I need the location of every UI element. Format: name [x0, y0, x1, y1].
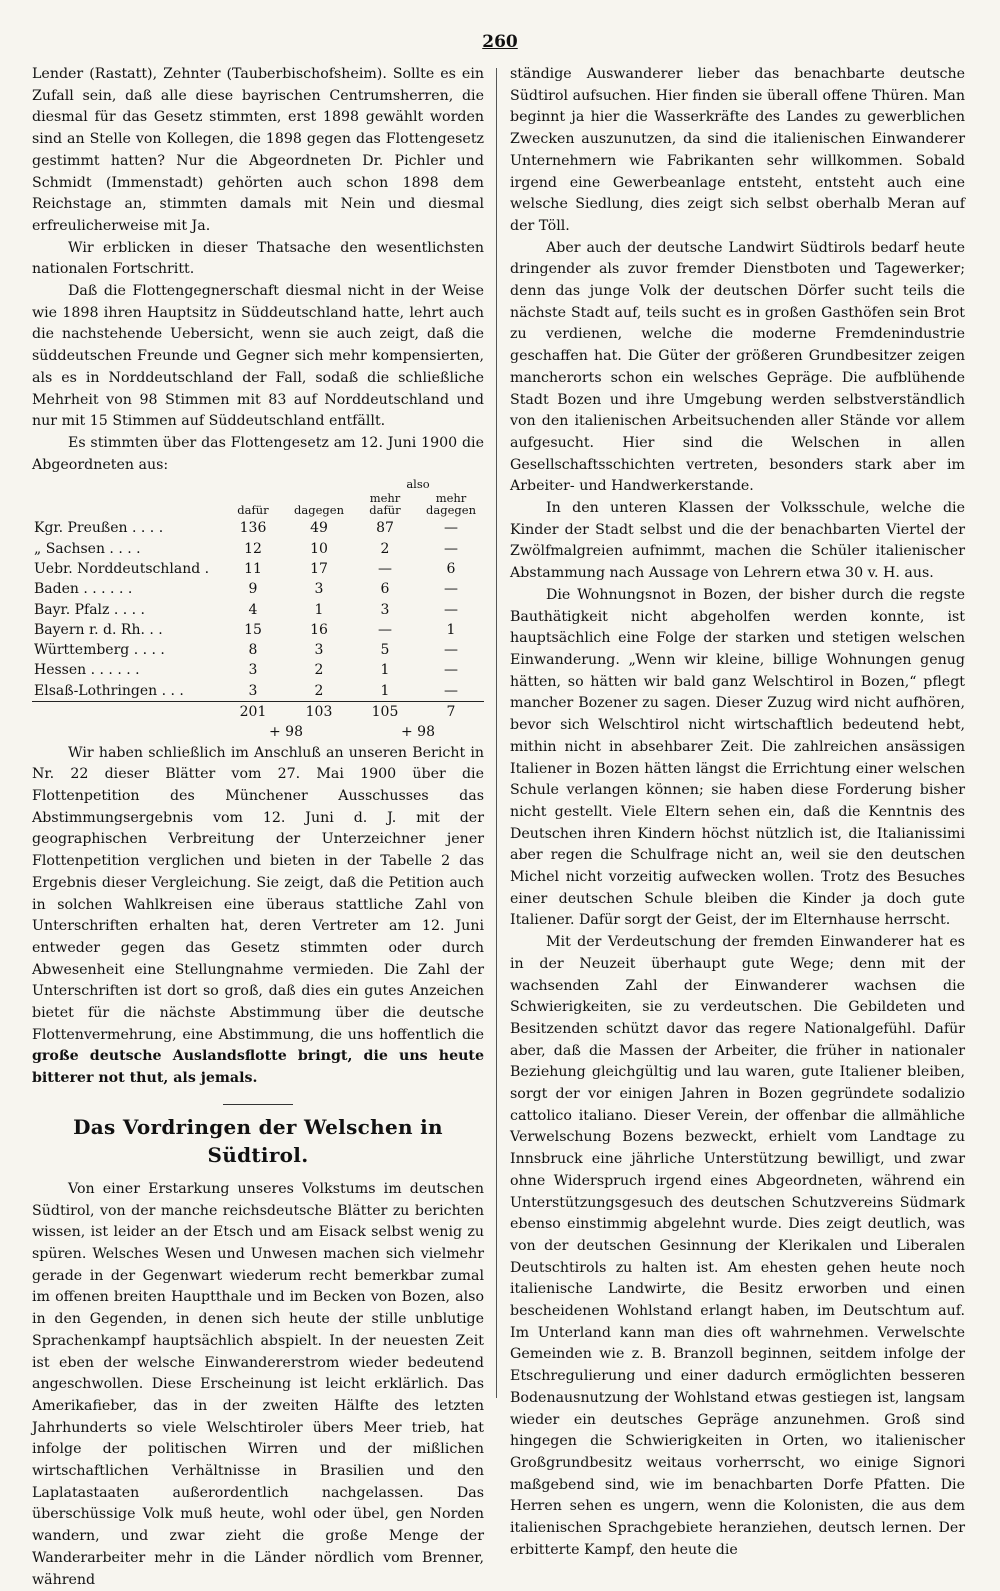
cell-dagegen: 2: [314, 682, 324, 699]
cell-dafuer: 8: [248, 642, 258, 659]
page-number: 260: [482, 32, 518, 52]
cell-mehr-dafuer: 87: [376, 520, 394, 537]
section-heading: Das Vordringen der Welschen in Südtirol.: [73, 1114, 443, 1167]
comparison-text: Wir haben schließlich im Anschluß an unseren Bericht in Nr. 22 dieser Blätter vom 27. Mai 1900 über die Flottenpetition des Münchener Ausschusses das Abstimmungsergebnis vom 12. Juni d. J. mit der geographischen Verbreitung der Unterzeichner jener Flottenpetition verglichen und bieten in der Tabelle 2 das Ergebnis dieser Vergleichung. Sie zeigt, daß die Petition auch in solchen Wahlkreisen eine überaus stattliche Zahl von Unterschriften erhalten hat, deren Vertreter am 12. Juni entweder gegen das Gesetz stimmten oder durch Abwesenheit eine Stellungnahme vermieden. Die Zahl der Unterschriften ist dort so groß, daß dies ein gutes Anzeichen bietet für die nächste Abstimmung über die deutsche Flottenvermehrung, eine Abstimmung, die uns hoffentlich die: [32, 744, 484, 1043]
cell-dagegen: 49: [310, 520, 328, 537]
section-rule: [223, 1104, 293, 1105]
cell-mehr-dagegen: —: [444, 642, 458, 659]
comparison-paragraph: [32, 743, 484, 1090]
right-paragraph: Mit der Verdeutschung der fremden Einwanderer hat es in der Neuzeit überhaupt gute Wege; denn mit der wachsenden Zahl der Einwanderer wachsen die Schwierigkeiten, sie zu verdeutschen. Die Gebildeten und Besitzenden schützt davor das regere Nationalgefühl. Dafür aber, daß die Massen der Arbeiter, die früher in nationaler Beziehung gleichgültig und lau waren, gute Italiener bleiben, sorgt der vor einigen Jahren in Bozen gegründete sodalizio cattolico italiano. Dieser Verein, der offenbar die allmähliche Verwelschung Bozens bezweckt, erhielt vom Landtage zu Innsbruck eine jährliche Unterstützung bewilligt, und zwar ohne Widerspruch irgend eines Abgeordneten, während ein Unterstützungsgesuch des deutschen Schutzvereins Südmark ebenso einstimmig abgelehnt wurde. Dies zeigt deutlich, was von der deutschen Gesinnung der Klerikalen und Liberalen Deutschtirols zu halten ist. Am ehesten gehen heute noch italienische Landwirte, die Besitz erworben und einen bescheidenen Wohlstand erlangt haben, im Deutschtum auf. Im Unterland kann man dies oft wahrnehmen. Verwelschte Gemeinden wie z. B. Branzoll beginnen, seitdem infolge der Etschregulierung und einer dadurch ermöglichten besseren Bodenausnutzung der Wohlstand etwas gestiegen ist, langsam wieder ein deutsches Gepräge anzunehmen. Groß sind hingegen die Schwierigkeiten in Orten, wo italienischer Großgrundbesitz weitaus vorherrscht, wo einige Signori maßgebend sind, wie im benachbarten Dorfe Pfatten. Die Herren sehen es ungern, wenn die Kolonisten, die aus dem italienischen Sprachgebiete heranziehen, deutsch lernen. Der erbitterte Kampf, den heute die: [510, 934, 965, 1558]
cell-dagegen: 10: [310, 540, 328, 557]
table-row: [32, 579, 484, 599]
table-row: [32, 539, 484, 559]
state-name: Baden . . . . . .: [34, 581, 133, 598]
column-divider: [496, 68, 497, 1398]
right-paragraph: Aber auch der deutsche Landwirt Südtirols bedarf heute dringender als zuvor fremder Dienstboten und Tagewerker; denn das junge Volk der deutschen Dörfer sucht teils die nächste Stadt auf, teils sucht es in großen Gasthöfen sein Brot zu verdienen, welche die moderne Fremdenindustrie geschaffen hat. Die Güter der größeren Grundbesitzer zeigen mancherorts schon ein welsches Gepräge. Die aufblühende Stadt Bozen und ihre Umgebung werden selbstverständlich von den italienischen Arbeitsuchenden aller Stände vor allem aufgesucht. Hier sind die Welschen in allen Gesellschaftsschichten vertreten, besonders stark aber im Arbeiter- und Handwerkerstande.: [510, 239, 965, 495]
table-row: [32, 660, 484, 680]
comparison-bold-text: große deutsche Auslandsflotte bringt, die uns heute bitterer not thut, als jemals.: [32, 1048, 484, 1087]
right-paragraph: In den unteren Klassen der Volksschule, welche die Kinder der Stadt selbst und die der benachbarten Viertel der Zwölfmalgreien aufnimmt, machen die Schüler italienischer Abstammung nach Aussage von Lehrern etwa 30 v. H. aus.: [510, 500, 965, 582]
table-row: [32, 559, 484, 579]
cell-dagegen: 2: [314, 662, 324, 679]
total-dafuer: 201: [220, 702, 286, 723]
right-column: [510, 64, 965, 1562]
cell-dafuer: 3: [248, 682, 258, 699]
left-paragraph: Lender (Rastatt), Zehnter (Tauberbischofsheim). Sollte es ein Zufall sein, daß alle diese bayrischen Centrumsherren, die diesmal für das Gesetz stimmten, erst 1898 gewählt worden sind an Stelle von Kollegen, die 1898 gegen das Flottengesetz gestimmt hatten? Nur die Abgeordneten Dr. Pichler und Schmidt (Immenstadt) gehörten auch schon 1898 dem Reichstage an, stimmten damals mit Nein und diesmal erfreulicherweise mit Ja.: [32, 66, 484, 234]
cell-dafuer: 12: [244, 540, 262, 557]
difference-row: [32, 722, 484, 742]
left-paragraph: Daß die Flottengegnerschaft diesmal nicht in der Weise wie 1898 ihren Hauptsitz in Süddeutschland hatte, lehrt auch die nachstehende Uebersicht, wenn sie auch zeigt, daß die süddeutschen Freunde und Gegner sich mehr kompensierten, als es in Norddeutschland der Fall, sodaß die schließliche Mehrheit von 98 Stimmen mit 83 auf Norddeutschland und nur mit 15 Stimmen auf Süddeutschland entfällt.: [32, 283, 484, 430]
right-paragraph: ständige Auswanderer lieber das benachbarte deutsche Südtirol aufsuchen. Hier finden sie überall offene Thüren. Man beginnt ja hier die Wasserkräfte des Landes zu gewerblichen Zwecken auszunutzen, da sind die italienischen Einwanderer Unternehmern wie Fabrikanten sehr willkommen. Sobald irgend eine Gewerbeanlage entsteht, entsteht auch eine welsche Siedlung, dies zeigt sich selbst oberhalb Meran auf der Töll.: [510, 66, 965, 234]
difference-also: + 98: [401, 724, 435, 741]
left-intro-paragraphs: [32, 64, 484, 433]
total-dagegen: 103: [286, 702, 352, 723]
header-mehr-dagegen: mehr dagegen: [426, 491, 476, 518]
cell-dafuer: 15: [244, 621, 262, 638]
cell-dafuer: 11: [244, 560, 262, 577]
totals-row: [32, 702, 484, 723]
left-column: [32, 64, 484, 1591]
cell-mehr-dafuer: —: [378, 560, 392, 577]
cell-dagegen: 1: [314, 601, 324, 618]
header-dagegen: dagegen: [294, 503, 344, 518]
difference-main: + 98: [269, 724, 303, 741]
table-row: [32, 681, 484, 702]
total-mehr-dagegen: 7: [418, 702, 484, 723]
state-name: Uebr. Norddeutschland .: [34, 560, 210, 577]
cell-mehr-dafuer: 3: [380, 601, 390, 618]
cell-dafuer: 136: [239, 520, 267, 537]
cell-mehr-dagegen: —: [444, 520, 458, 537]
state-name: Bayr. Pfalz . . . .: [34, 601, 146, 618]
cell-mehr-dagegen: —: [444, 581, 458, 598]
state-name: Bayern r. d. Rh. . .: [34, 621, 163, 638]
cell-mehr-dafuer: 5: [380, 642, 390, 659]
cell-dagegen: 16: [310, 621, 328, 638]
also-label: also: [406, 477, 430, 492]
state-name: Elsaß-Lothringen . . .: [34, 682, 184, 699]
right-paragraph: Die Wohnungsnot in Bozen, der bisher durch die regste Bauthätigkeit nicht abgeholfen werden konnte, ist hauptsächlich eine Folge der starken und stetigen welschen Einwanderung. „Wenn wir kleine, billige Wohnungen genug hätten, so hätten wir bald ganz Welschtirol in Bozen,“ pflegt mancher Bozener zu sagen. Dieser Zuzug wird nicht aufhören, bevor sich Welschtirol nicht wirtschaftlich bedeutend hebt, mithin nicht in absehbarer Zeit. Die zahlreichen ansässigen Italiener in Bozen hätten längst die Errichtung einer welschen Schule verlangen können; sie haben diese Forderung bisher nicht gestellt. Viele Eltern sehen ein, daß die Kenntnis des Deutschen ihren Kindern höchst nützlich ist, die Italianissimi aber regen die Schulfrage nicht an, weil sie den deutschen Michel nicht vorzeitig aufwecken wollen. Trotz des Besuches einer deutschen Schule bleiben die Kinder ja doch gute Italiener. Dafür sorgt der Geist, der im Elternhause herrscht.: [510, 586, 965, 929]
cell-mehr-dagegen: —: [444, 540, 458, 557]
cell-mehr-dafuer: —: [378, 621, 392, 638]
cell-mehr-dafuer: 6: [380, 581, 390, 598]
table-row: [32, 620, 484, 640]
cell-dagegen: 17: [310, 560, 328, 577]
cell-mehr-dafuer: 1: [380, 682, 390, 699]
cell-mehr-dagegen: —: [444, 682, 458, 699]
state-name: „ Sachsen . . . .: [34, 540, 141, 557]
left-paragraph: Wir erblicken in dieser Thatsache den wesentlichsten nationalen Fortschritt.: [32, 239, 484, 278]
table-row: [32, 600, 484, 620]
cell-dafuer: 3: [248, 662, 258, 679]
cell-mehr-dagegen: 1: [446, 621, 456, 638]
table-intro: Es stimmten über das Flottengesetz am 12. Juni 1900 die Abgeordneten aus:: [32, 434, 484, 473]
total-mehr-dafuer: 105: [352, 702, 418, 723]
state-name: Württemberg . . . .: [34, 642, 165, 659]
cell-dafuer: 4: [248, 601, 258, 618]
cell-dafuer: 9: [248, 581, 258, 598]
cell-mehr-dafuer: 1: [380, 662, 390, 679]
cell-dagegen: 3: [314, 642, 324, 659]
header-mehr-dafuer: mehr dafür: [369, 491, 401, 518]
state-name: Hessen . . . . . .: [34, 662, 140, 679]
state-name: Kgr. Preußen . . . .: [34, 520, 164, 537]
cell-dagegen: 3: [314, 581, 324, 598]
cell-mehr-dagegen: —: [444, 662, 458, 679]
cell-mehr-dagegen: —: [444, 601, 458, 618]
header-dafuer: dafür: [237, 503, 269, 518]
table-row: [32, 640, 484, 660]
table-row: [32, 518, 484, 538]
section-paragraph: Von einer Erstarkung unseres Volkstums im deutschen Südtirol, von der manche reichsdeutsche Blätter zu berichten wissen, ist leider an der Etsch und am Eisack selbst wenig zu spüren. Welsches Wesen und Unwesen machen sich vielmehr gerade in der Gegenwart wiederum recht bemerkbar zumal im offenen breiten Hauptthale und im Becken von Bozen, also in den Gegenden, in denen sich heute der stille unblutige Sprachenkampf hauptsächlich abspielt. In der neuesten Zeit ist eben der welsche Einwandererstrom wieder bedeutend angeschwollen. Diese Erscheinung ist leicht erklärlich. Das Amerikafieber, das in der zweiten Hälfte des letzten Jahrhunderts so viele Welschtiroler übers Meer trieb, hat infolge der politischen Wirren und der mißlichen wirtschaftlichen Verhältnisse in Brasilien und den Laplatastaaten außerordentlich nachgelassen. Das überschüssige Volk muß heute, wohl oder übel, gen Norden wandern, und zwar zieht die große Menge der Wanderarbeiter mehr in die Länder nördlich vom Brenner, während: [32, 1180, 484, 1588]
cell-mehr-dafuer: 2: [380, 540, 390, 557]
cell-mehr-dagegen: 6: [446, 560, 456, 577]
vote-table: [32, 478, 484, 742]
